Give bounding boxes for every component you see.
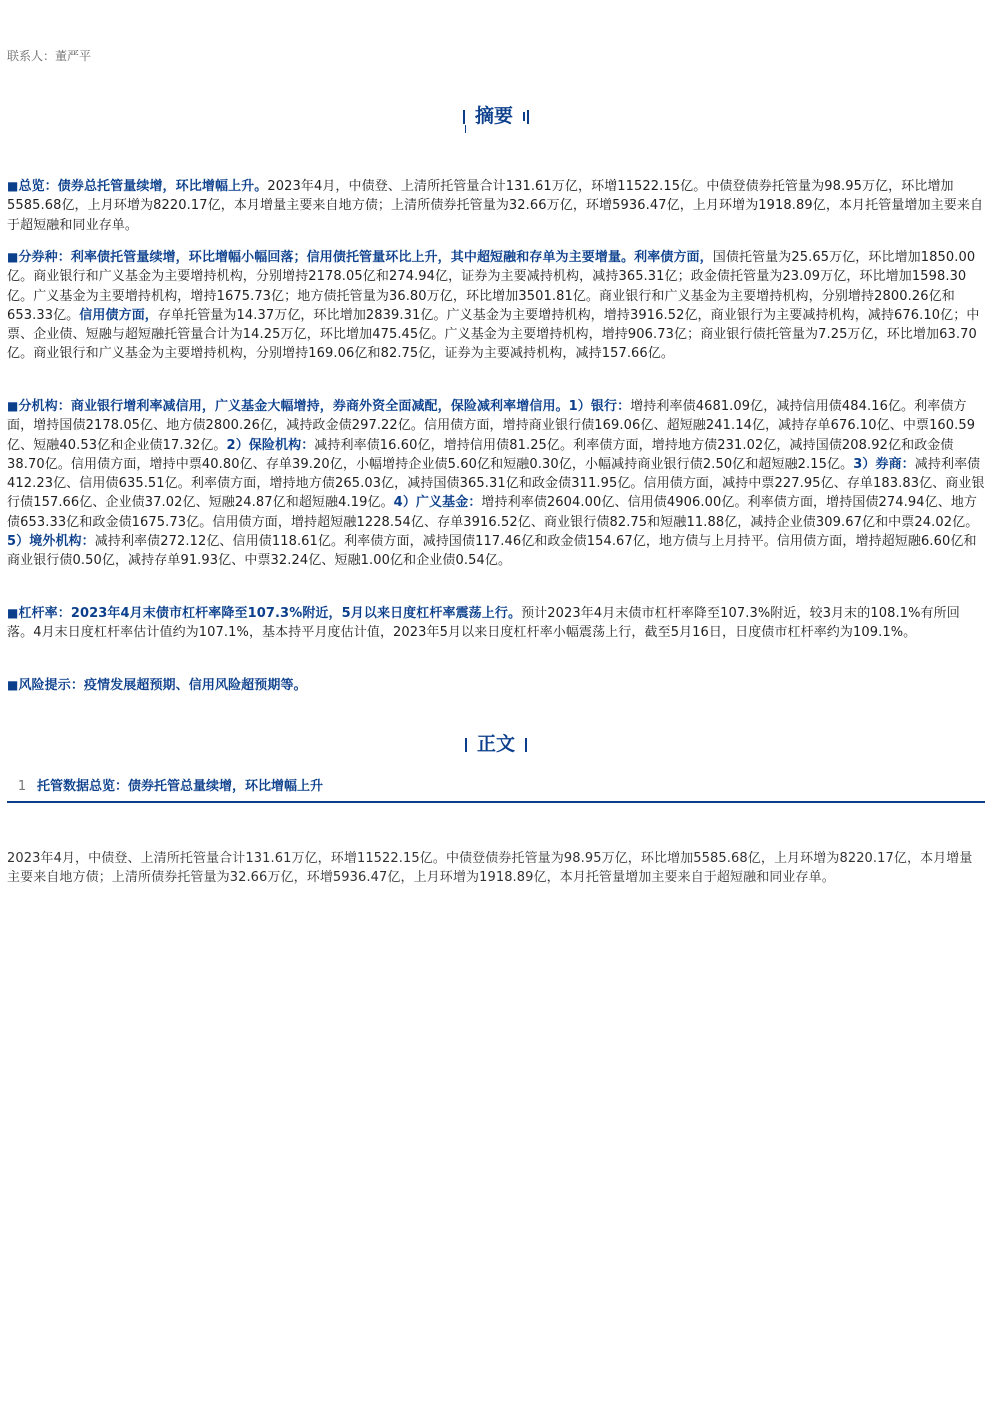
summary-text: 国债托管量为25.65万亿，环比增加1850.00亿。商业银行和广义基金为主要增持机构，分别增持2178.05亿和274.94亿，证券为主要减持机构，减持365.31亿；政金债托管量为23.09万亿，环比增加1598.30亿。广义基金为主要增持机构，增持1675.73亿；地方债托管量为36.80万亿，环比增加3501.81亿。商业银行和广义基金为主要增持机构，分别增持2800.26亿和653.33亿。 <box>7 250 976 323</box>
contact-person: 联系人：董严平 <box>7 49 92 63</box>
summary-highlight: 5）境外机构： <box>7 534 95 550</box>
summary-title: 摘要 <box>474 105 513 127</box>
summary-lead: 分券种：利率债托管量续增，环比增幅小幅回落；信用债托管量环比上升，其中超短融和存单为主要增量。利率债方面， <box>18 250 713 265</box>
summary-text: 减持利率债16.60亿，增持信用债81.25亿。利率债方面，增持地方债231.02亿，减持国债208.92亿和政金债38.70亿。信用债方面，增持中票40.80亿、存单39.20亿，小幅增持企业债5.60亿和短融0.30亿，小幅减持商业银行债2.50亿和超短融2.15亿。 <box>7 437 954 472</box>
title-bar-right-short <box>523 112 525 121</box>
summary-text: 预计2023年4月末债市杠杆率降至107.3%附近，较3月末的108.1%有所回落。4月末日度杠杆率估计值约为107.1%，基本持平月度估计值，2023年5月以来日度杠杆率小幅震荡上行，截至5月16日，日度债市杠杆率约为109.1%。 <box>7 606 960 641</box>
body-paragraph: 2023年4月，中债登、上清所托管量合计131.61万亿，环增11522.15亿。中债登债券托管量为98.95万亿，环比增加5585.68亿，上月环增为8220.17亿，本月增量主要来自地方债；上清所债券托管量为32.66万亿，环增5936.47亿，上月环增为1918.89亿，本月托管量增加主要来自于超短融和同业存单。 <box>7 851 973 886</box>
bullet-square-icon: ■ <box>7 399 19 413</box>
title-bar-right <box>525 738 527 752</box>
summary-text: 增持利率债4681.09亿，减持信用债484.16亿。利率债方面，增持国债2178.05亿、地方债2800.26亿，减持政金债297.22亿。信用债方面，增持商业银行债169.06亿、超短融241.14亿，减持存单676.10亿、中票160.59亿、短融40.53亿和企业债17.32亿。 <box>7 399 976 453</box>
bullet-square-icon: ■ <box>7 678 19 692</box>
summary-text: 增持利率债2604.00亿、信用债4906.00亿。利率债方面，增持国债274.94亿、地方债653.33亿和政金债1675.73亿。信用债方面，增持超短融1228.54亿、存单3916.52亿、商业银行债82.75和短融11.88亿，减持企业债309.67亿和中票24.02亿。 <box>7 495 979 530</box>
summary-lead: 分机构：商业银行增利率减信用，广义基金大幅增持，券商外资全面减配，保险减利率增信用。1）银行： <box>18 399 631 414</box>
summary-leverage <box>7 604 985 643</box>
bullet-square-icon: ■ <box>7 606 19 620</box>
summary-title-block <box>0 101 992 128</box>
summary-highlight: 4）广义基金： <box>393 495 482 511</box>
summary-text: 减持利率债412.23亿、信用债635.51亿。利率债方面，增持地方债265.03亿，减持国债365.31亿和政金债311.95亿。信用债方面，减持中票227.95亿、存单183.83亿、商业银行债157.66亿、企业债37.02亿、短融24.87亿和超短融4.19亿。 <box>7 456 985 511</box>
summary-overview <box>7 177 985 235</box>
summary-lead: 风险提示：疫情发展超预期、信用风险超预期等。 <box>18 678 307 693</box>
title-bar-left <box>463 110 465 124</box>
section-heading-1 <box>7 775 985 803</box>
body-title: 正文 <box>476 733 515 755</box>
heading-number: 1 <box>17 779 27 794</box>
summary-highlight: 2）保险机构： <box>226 437 315 453</box>
summary-by-type <box>7 248 985 364</box>
summary-highlight: 信用债方面， <box>79 307 158 323</box>
summary-lead: 总览：债券总托管量续增，环比增幅上升。 <box>18 179 268 194</box>
heading-text: 托管数据总览：债券托管总量续增，环比增幅上升 <box>37 779 324 794</box>
summary-text: 减持利率债272.12亿、信用债118.61亿。利率债方面，减持国债117.46亿和政金债154.67亿，地方债与上月持平。信用债方面，增持超短融6.60亿和商业银行债0.50亿，减持存单91.93亿、中票32.24亿、短融1.00亿和企业债0.54亿。 <box>7 534 977 569</box>
summary-lead: 杠杆率：2023年4月末债市杠杆率降至107.3%附近，5月以来日度杠杆率震荡上行。 <box>18 606 522 621</box>
summary-text: 2023年4月，中债登、上清所托管量合计131.61万亿，环增11522.15亿。中债登债券托管量为98.95万亿，环比增加5585.68亿，上月环增为8220.17亿，本月增量主要来自地方债；上清所债券托管量为32.66万亿，环增5936.47亿，上月环增为1918.89亿，本月托管量增加主要来自于超短融和同业存单。 <box>7 179 984 233</box>
title-bar-left <box>465 738 467 752</box>
bullet-square-icon: ■ <box>7 179 19 193</box>
summary-by-institution <box>7 397 985 571</box>
bullet-square-icon: ■ <box>7 250 19 264</box>
body-title-block <box>0 729 992 756</box>
title-bar-right <box>527 110 529 124</box>
summary-highlight: 3）券商： <box>853 456 915 472</box>
summary-risk <box>7 676 985 695</box>
summary-text: 存单托管量为14.37万亿，环比增加2839.31亿。广义基金为主要增持机构，增持3916.52亿，商业银行为主要减持机构，减持676.10亿；中票、企业债、短融与超短融托管量合计为14.25万亿，环比增加475.45亿。广义基金为主要增持机构，增持906.73亿；商业银行债托管量为7.25万亿，环比增加63.70亿。商业银行和广义基金为主要增持机构，分别增持169.06亿和82.75亿，证券为主要减持机构，减持157.66亿。 <box>7 307 980 362</box>
title-tick <box>465 125 466 133</box>
